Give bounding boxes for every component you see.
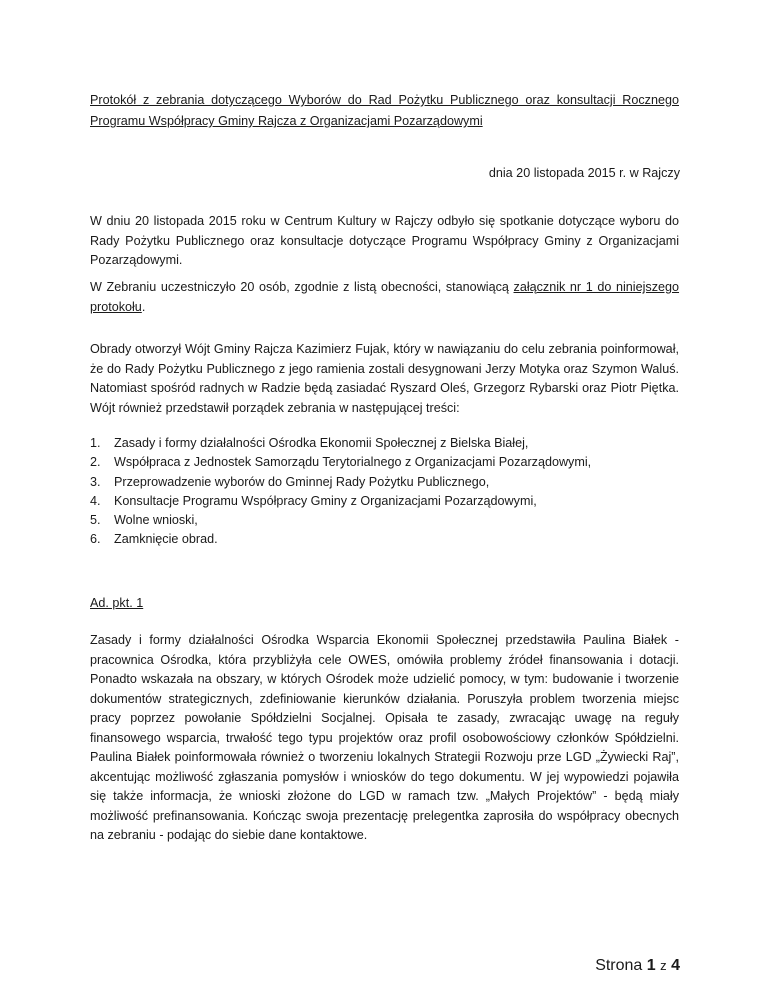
agenda-item xyxy=(90,473,679,492)
agenda-item-number: 3. xyxy=(90,474,101,489)
agenda-item-text: Przeprowadzenie wyborów do Gminnej Rady Pożytku Publicznego, xyxy=(114,474,490,489)
agenda-item-number: 6. xyxy=(90,532,101,547)
paragraph-attendance xyxy=(90,278,679,317)
agenda-item-text: Współpraca z Jednostek Samorządu Terytorialnego z Organizacjami Pozarządowymi, xyxy=(114,455,592,470)
agenda-item-number: 1. xyxy=(90,436,101,450)
footer-page-number: 1 xyxy=(646,957,656,974)
agenda-item-number: 5. xyxy=(90,513,101,528)
date-line: dnia 20 listopada 2015 r. w Rajczy xyxy=(488,166,680,180)
agenda-item-text: Zasady i formy działalności Ośrodka Ekonomii Społecznej z Bielska Białej, xyxy=(114,436,529,450)
agenda-item xyxy=(90,511,679,530)
attendance-text: W Zebraniu uczestniczyło 20 osób, zgodnie z listą obecności, stanowiącą xyxy=(90,280,514,294)
page-footer xyxy=(595,956,680,976)
attachment-reference: załącznik nr 1 do niniejszego protokołu xyxy=(90,280,680,314)
agenda-item-number: 4. xyxy=(90,493,101,508)
section-heading-ad-1: Ad. pkt. 1 xyxy=(90,596,144,610)
agenda-item xyxy=(90,530,679,549)
paragraph-owes-presentation: Zasady i formy działalności Ośrodka Wsparcia Ekonomii Społecznej przedstawiła Paulina Białek - pracownica Ośrodka, która przybliżyła cele OWES, omówiła problemy źródeł finansowania i dotacji. Ponadto wskazała na obszary, w których Ośrodek może udzielić pomocy, w tym: budowanie i tworzenie dokumentów strategicznych, zdefiniowanie kierunków działania. Poruszyła problem tworzenia miejsc pracy poprzez powołanie Spółdzielni Socjalnej. Opisała te zasady, zwracając uwagę na reguły finansowego wsparcia, trwałość tego typu projektów oraz profil osobowościowy członków Spółdzielni. Paulina Białek poinformowała również o tworzeniu lokalnych Strategii Rozwoju prze LGD „Żywiecki Raj”, akcentując możliwość zgłaszania pomysłów i wniosków do tego dokumentu. W jej wypowiedzi pojawiła się także informacja, że wnioski złożone do LGD w ramach tzw. „Małych Projektów” - będą miały możliwość prefinansowania. Kończąc swoja prezentację prelegentka zaprosiła do współpracy obecnych na zebraniu - podając do siebie dane kontaktowe. xyxy=(90,633,679,842)
agenda-item xyxy=(90,492,679,511)
agenda-list xyxy=(90,434,679,550)
paragraph-meeting-info: W dniu 20 listopada 2015 roku w Centrum Kultury w Rajczy odbyło się spotkanie dotyczące wyboru do Rady Pożytku Publicznego oraz konsultacje dotyczące Programu Współpracy Gminy z Organizacjami Pozarządowymi. xyxy=(90,214,679,267)
document-title: Protokół z zebrania dotyczącego Wyborów do Rad Pożytku Publicznego oraz konsultacji Rocznego Programu Współpracy Gminy Rajcza z Organizacjami Pozarządowymi xyxy=(90,93,679,128)
footer-label: Strona xyxy=(595,957,643,974)
agenda-item-text: Zamknięcie obrad. xyxy=(114,532,218,547)
agenda-item xyxy=(90,453,679,472)
agenda-item-text: Wolne wnioski, xyxy=(114,513,198,528)
agenda-item-text: Konsultacje Programu Współpracy Gminy z Organizacjami Pozarządowymi, xyxy=(114,493,537,508)
agenda-item xyxy=(90,434,679,453)
paragraph-opening: Obrady otworzył Wójt Gminy Rajcza Kazimierz Fujak, który w nawiązaniu do celu zebrania poinformował, że do Rady Pożytku Publicznego z jego ramienia zostali desygnowani Jerzy Motyka oraz Szymon Waluś. Natomiast spośród radnych w Radzie będą zasiadać Ryszard Oleś, Grzegorz Rybarski oraz Piotr Piętka. Wójt również przedstawił porządek zebrania w następującej treści: xyxy=(90,342,679,415)
agenda-item-number: 2. xyxy=(90,455,101,470)
footer-separator: z xyxy=(660,958,667,973)
attendance-end: . xyxy=(141,299,146,314)
footer-page-total: 4 xyxy=(671,957,680,974)
